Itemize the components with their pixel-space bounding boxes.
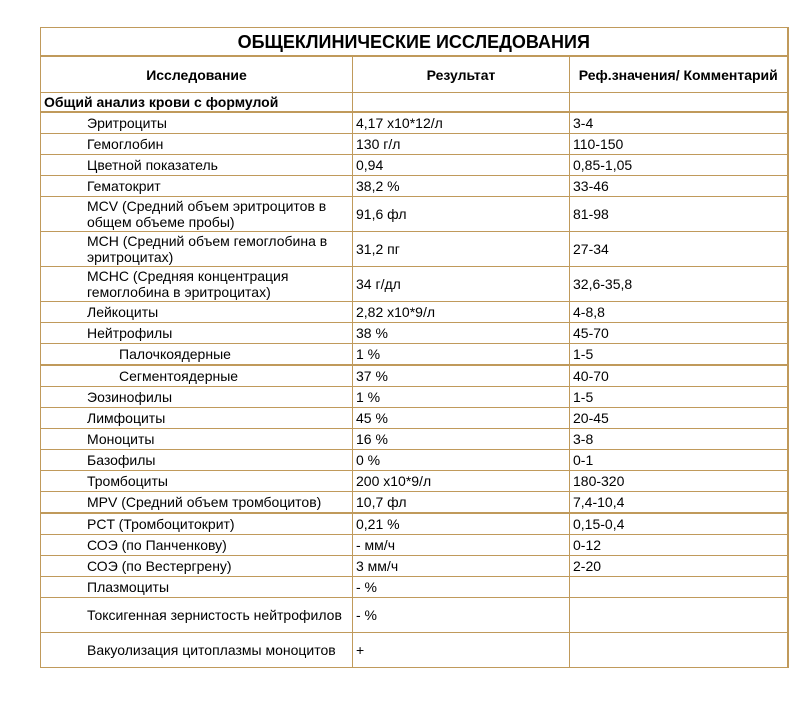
row-result: 0 %	[353, 450, 570, 471]
table-row	[41, 598, 788, 633]
row-ref: 81-98	[570, 197, 788, 232]
row-ref: 32,6-35,8	[570, 267, 788, 302]
row-name: Нейтрофилы	[41, 323, 353, 344]
row-ref: 0,85-1,05	[570, 155, 788, 176]
row-ref	[570, 577, 788, 598]
row-result: 3 мм/ч	[353, 556, 570, 577]
row-name: MCH (Средний объем гемоглобина в эритроцитах)	[41, 232, 353, 267]
table-row	[41, 429, 788, 450]
table-row	[41, 112, 788, 134]
row-name: Эозинофилы	[41, 387, 353, 408]
row-ref: 3-8	[570, 429, 788, 450]
row-name: MCHC (Средняя концентрация гемоглобина в эритроцитах)	[41, 267, 353, 302]
table-row	[41, 450, 788, 471]
table-row	[41, 556, 788, 577]
row-name: СОЭ (по Панченкову)	[41, 535, 353, 556]
row-result: 34 г/дл	[353, 267, 570, 302]
header-study: Исследование	[41, 56, 353, 93]
row-ref	[570, 633, 788, 668]
table-row	[41, 633, 788, 668]
table-row	[41, 387, 788, 408]
header-result: Результат	[353, 56, 570, 93]
row-result: 200 х10*9/л	[353, 471, 570, 492]
row-name: MCV (Средний объем эритроцитов в общем объеме пробы)	[41, 197, 353, 232]
title-row	[41, 28, 788, 57]
row-name: Плазмоциты	[41, 577, 353, 598]
row-ref: 27-34	[570, 232, 788, 267]
row-name: Эритроциты	[41, 112, 353, 134]
row-result: 37 %	[353, 365, 570, 387]
row-name: Гемоглобин	[41, 134, 353, 155]
row-result: 31,2 пг	[353, 232, 570, 267]
row-name: Цветной показатель	[41, 155, 353, 176]
table-row	[41, 365, 788, 387]
row-result: 1 %	[353, 344, 570, 366]
row-ref: 33-46	[570, 176, 788, 197]
row-result: 38 %	[353, 323, 570, 344]
row-result: 130 г/л	[353, 134, 570, 155]
row-result: 0,94	[353, 155, 570, 176]
header-row	[41, 56, 788, 93]
table-row	[41, 513, 788, 535]
row-ref: 180-320	[570, 471, 788, 492]
row-result: 38,2 %	[353, 176, 570, 197]
row-ref: 0,15-0,4	[570, 513, 788, 535]
row-name: Палочкоядерные	[41, 344, 353, 366]
table-row	[41, 134, 788, 155]
section-row	[41, 93, 788, 113]
table-row	[41, 577, 788, 598]
table-row	[41, 492, 788, 514]
row-result: 0,21 %	[353, 513, 570, 535]
row-ref: 0-1	[570, 450, 788, 471]
table-row	[41, 267, 788, 302]
table-row	[41, 323, 788, 344]
row-name: Гематокрит	[41, 176, 353, 197]
row-result: - %	[353, 598, 570, 633]
row-ref: 45-70	[570, 323, 788, 344]
row-result: 2,82 х10*9/л	[353, 302, 570, 323]
table-row	[41, 535, 788, 556]
row-ref: 20-45	[570, 408, 788, 429]
table-row	[41, 302, 788, 323]
row-name: Сегментоядерные	[41, 365, 353, 387]
row-ref: 4-8,8	[570, 302, 788, 323]
section-label: Общий анализ крови с формулой	[41, 93, 353, 113]
row-name: Токсигенная зернистость нейтрофилов	[41, 598, 353, 633]
row-name: PCT (Тромбоцитокрит)	[41, 513, 353, 535]
section-empty-result	[353, 93, 570, 113]
row-ref: 7,4-10,4	[570, 492, 788, 514]
row-ref: 110-150	[570, 134, 788, 155]
row-name: Лейкоциты	[41, 302, 353, 323]
row-ref	[570, 598, 788, 633]
table-row	[41, 408, 788, 429]
table-row	[41, 471, 788, 492]
row-result: 4,17 х10*12/л	[353, 112, 570, 134]
lab-results-table	[40, 27, 789, 668]
row-name: Базофилы	[41, 450, 353, 471]
row-result: 91,6 фл	[353, 197, 570, 232]
table-row	[41, 176, 788, 197]
table-row	[41, 155, 788, 176]
header-reference: Реф.значения/ Комментарий	[570, 56, 788, 93]
row-result: 16 %	[353, 429, 570, 450]
row-result: 1 %	[353, 387, 570, 408]
row-ref: 40-70	[570, 365, 788, 387]
row-result: - %	[353, 577, 570, 598]
row-ref: 1-5	[570, 387, 788, 408]
row-name: Лимфоциты	[41, 408, 353, 429]
row-name: СОЭ (по Вестергрену)	[41, 556, 353, 577]
row-result: 10,7 фл	[353, 492, 570, 514]
row-name: Тромбоциты	[41, 471, 353, 492]
row-name: Вакуолизация цитоплазмы моноцитов	[41, 633, 353, 668]
row-ref: 0-12	[570, 535, 788, 556]
row-result: - мм/ч	[353, 535, 570, 556]
table-row	[41, 232, 788, 267]
row-name: Моноциты	[41, 429, 353, 450]
section-empty-ref	[570, 93, 788, 113]
row-result: 45 %	[353, 408, 570, 429]
table-row	[41, 197, 788, 232]
row-result: +	[353, 633, 570, 668]
report-title: ОБЩЕКЛИНИЧЕСКИЕ ИССЛЕДОВАНИЯ	[41, 28, 788, 57]
table-row	[41, 344, 788, 366]
row-ref: 3-4	[570, 112, 788, 134]
row-ref: 1-5	[570, 344, 788, 366]
row-name: MPV (Средний объем тромбоцитов)	[41, 492, 353, 514]
row-ref: 2-20	[570, 556, 788, 577]
